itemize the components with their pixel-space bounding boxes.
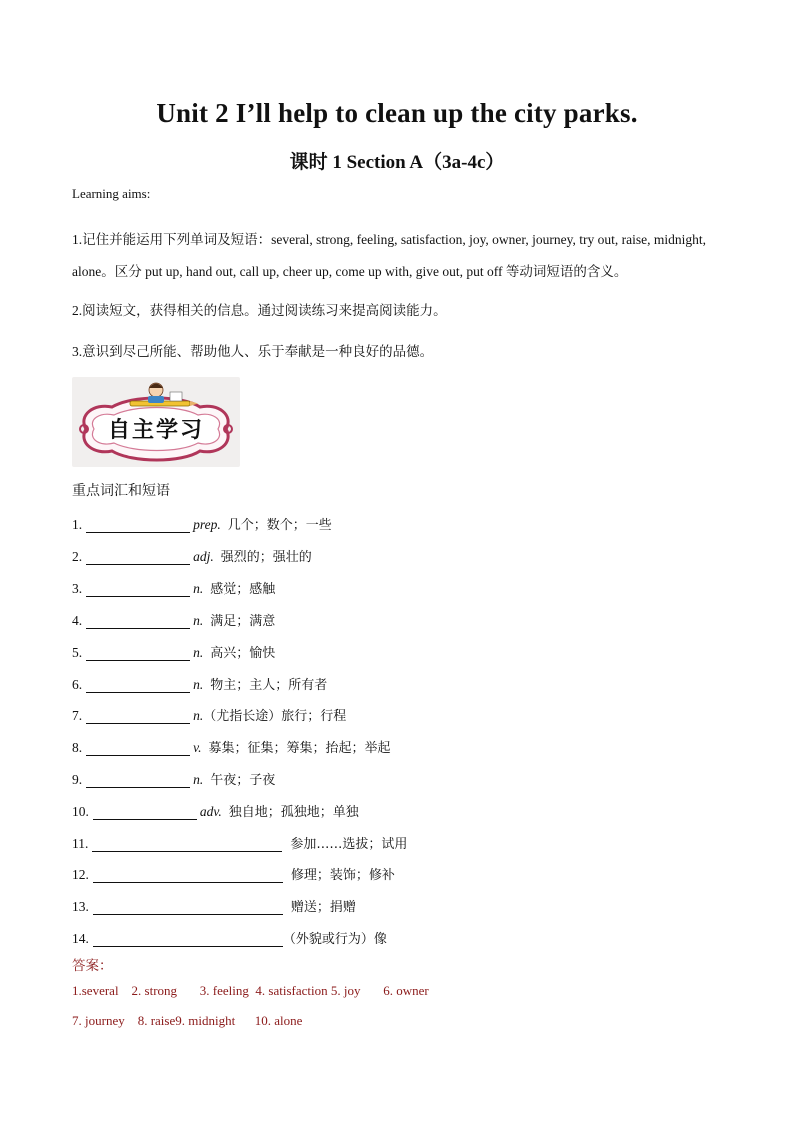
vocab-meaning: 高兴；愉快 bbox=[210, 646, 276, 661]
vocab-number: 7. bbox=[72, 708, 83, 723]
vocab-number: 1. bbox=[72, 517, 83, 532]
answer-blank[interactable] bbox=[93, 868, 283, 883]
vocab-meaning: 修理；装饰；修补 bbox=[290, 868, 395, 883]
answer-blank[interactable] bbox=[86, 773, 190, 788]
vocab-meaning: 参加……选拔；试用 bbox=[290, 837, 408, 852]
vocab-item bbox=[72, 641, 275, 661]
vocab-item bbox=[72, 577, 275, 597]
part-of-speech: n. bbox=[193, 772, 204, 787]
aim-3: 3.意识到尽己所能、帮助他人、乐于奉献是一种良好的品德。 bbox=[72, 344, 434, 359]
vocab-item bbox=[72, 895, 356, 915]
aim-1-line-1: 1.记住并能运用下列单词及短语：several, strong, feeling, satisfaction, joy, owner, journey, try out, raise, midnight, bbox=[72, 232, 706, 247]
answer-blank[interactable] bbox=[86, 709, 190, 724]
vocab-number: 10. bbox=[72, 804, 89, 819]
answer-blank[interactable] bbox=[93, 900, 283, 915]
answers-line-1: 1.several 2. strong 3. feeling 4. satisfaction 5. joy 6. owner bbox=[72, 983, 429, 998]
answer-blank[interactable] bbox=[92, 837, 282, 852]
part-of-speech: v. bbox=[193, 740, 202, 755]
answers-line-2: 7. journey 8. raise9. midnight 10. alone bbox=[72, 1013, 303, 1028]
vocab-meaning: 赠送；捐赠 bbox=[290, 900, 356, 915]
vocab-item bbox=[72, 673, 327, 693]
part-of-speech: n. bbox=[193, 645, 204, 660]
aim-1-line-2: alone。区分 put up, hand out, call up, cheer up, come up with, give out, put off 等动词短语的含义。 bbox=[72, 264, 628, 279]
vocab-meaning: 满足；满意 bbox=[210, 614, 276, 629]
self-study-badge bbox=[72, 377, 240, 467]
vocab-item bbox=[72, 545, 312, 565]
vocab-meaning: 感觉；感触 bbox=[210, 582, 276, 597]
vocab-number: 3. bbox=[72, 581, 83, 596]
vocab-item bbox=[72, 800, 359, 820]
vocab-number: 2. bbox=[72, 549, 83, 564]
aim-2: 2.阅读短文，获得相关的信息。通过阅读练习来提高阅读能力。 bbox=[72, 303, 447, 318]
vocab-number: 14. bbox=[72, 931, 89, 946]
vocab-item bbox=[72, 704, 346, 724]
part-of-speech: n. bbox=[193, 677, 204, 692]
part-of-speech: adj. bbox=[193, 549, 214, 564]
vocab-meaning: 强烈的；强壮的 bbox=[220, 550, 312, 565]
vocab-meaning: 几个；数个；一些 bbox=[227, 518, 332, 533]
part-of-speech: n. bbox=[193, 613, 204, 628]
vocab-meaning: （尤指长途）旅行；行程 bbox=[203, 709, 347, 724]
lesson-subtitle: 课时 1 Section A（3a-4c） bbox=[289, 152, 505, 173]
answer-blank[interactable] bbox=[86, 614, 190, 629]
answer-label: 答案： bbox=[72, 958, 113, 974]
vocab-item bbox=[72, 927, 387, 947]
vocab-number: 9. bbox=[72, 772, 83, 787]
vocab-item bbox=[72, 609, 275, 629]
vocab-meaning: 募集；征集；筹集；抬起；举起 bbox=[208, 741, 391, 756]
part-of-speech: adv. bbox=[199, 804, 222, 819]
answer-blank[interactable] bbox=[93, 805, 197, 820]
vocab-item bbox=[72, 863, 395, 883]
vocab-item bbox=[72, 736, 391, 756]
vocab-number: 13. bbox=[72, 899, 89, 914]
vocab-meaning: 午夜；子夜 bbox=[210, 773, 276, 788]
vocab-meaning: 物主；主人；所有者 bbox=[210, 678, 328, 693]
vocab-number: 8. bbox=[72, 740, 83, 755]
answer-blank[interactable] bbox=[86, 741, 190, 756]
vocab-number: 4. bbox=[72, 613, 83, 628]
part-of-speech: n. bbox=[193, 708, 204, 723]
answer-blank[interactable] bbox=[86, 582, 190, 597]
vocab-number: 5. bbox=[72, 645, 83, 660]
vocab-item bbox=[72, 768, 275, 788]
vocab-item bbox=[72, 832, 407, 852]
vocab-number: 6. bbox=[72, 677, 83, 692]
answer-blank[interactable] bbox=[86, 550, 190, 565]
part-of-speech: prep. bbox=[193, 517, 221, 532]
part-of-speech: n. bbox=[193, 581, 204, 596]
answer-blank[interactable] bbox=[93, 932, 283, 947]
svg-text:自主学习: 自主学习 bbox=[107, 418, 205, 443]
vocab-meaning: 独自地；孤独地；单独 bbox=[228, 805, 359, 820]
answer-blank[interactable] bbox=[86, 646, 190, 661]
answer-blank[interactable] bbox=[86, 678, 190, 693]
page-title: Unit 2 I’ll help to clean up the city parks. bbox=[156, 98, 638, 128]
vocab-meaning: （外貌或行为）像 bbox=[282, 932, 387, 947]
vocab-number: 11. bbox=[72, 836, 89, 851]
learning-aims-label: Learning aims: bbox=[72, 186, 151, 201]
answer-blank[interactable] bbox=[86, 518, 190, 533]
vocab-number: 12. bbox=[72, 867, 89, 882]
vocab-item bbox=[72, 513, 332, 533]
section-heading: 重点词汇和短语 bbox=[72, 483, 170, 499]
